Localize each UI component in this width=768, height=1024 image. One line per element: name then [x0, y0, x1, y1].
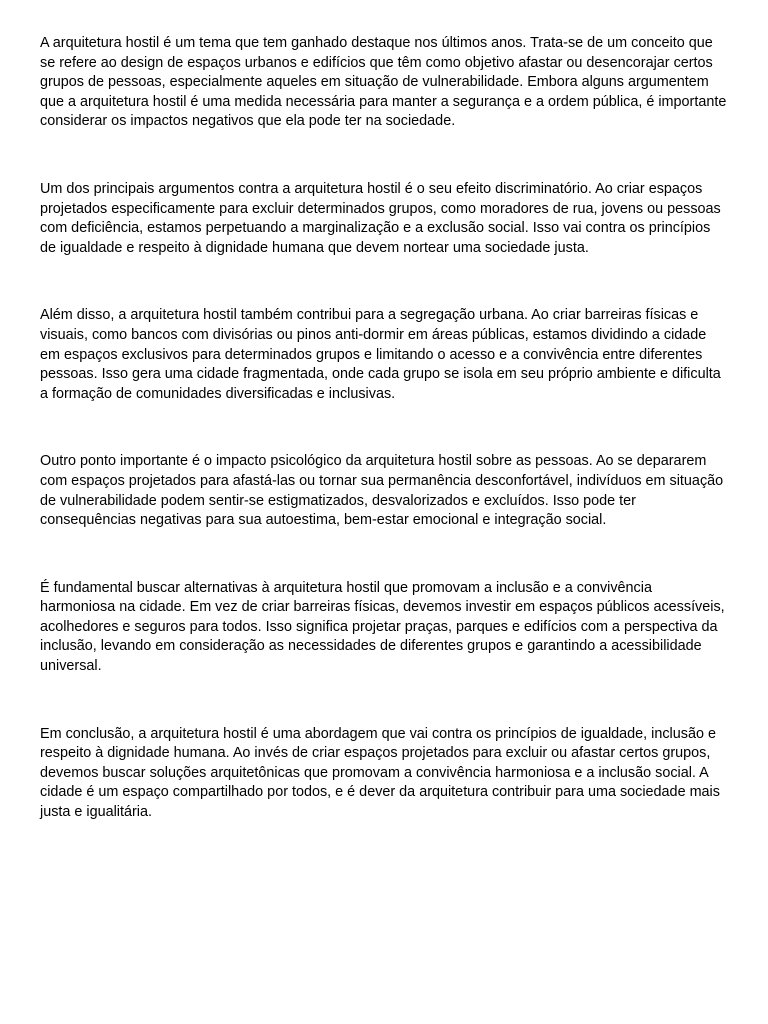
paragraph-psychological-impact: Outro ponto importante é o impacto psicológico da arquitetura hostil sobre as pessoas. Ao se depararem com espaços projetados para afastá-las ou tornar sua permanência desconfortável, indivíduos em situação de vulnerabilidade podem sentir-se estigmatizados, desvalorizados e excluídos. Isso pode ter consequências negativas para sua autoestima, bem-estar emocional e integração social.: [40, 453, 724, 529]
paragraph-discrimination: Um dos principais argumentos contra a arquitetura hostil é o seu efeito discriminatório. Ao criar espaços projetados especificamente para excluir determinados grupos, como moradores de rua, jovens ou pessoas com deficiência, estamos perpetuando a marginalização e a exclusão social. Isso vai contra os princípios de igualdade e respeito à dignidade humana que devem nortear uma sociedade justa.: [40, 180, 721, 256]
paragraph-conclusion: Em conclusão, a arquitetura hostil é uma abordagem que vai contra os princípios de igualdade, inclusão e respeito à dignidade humana. Ao invés de criar espaços projetados para excluir ou afastar certos grupos, devemos buscar soluções arquitetônicas que promovam a convivência harmoniosa e a inclusão social. A cidade é um espaço compartilhado por todos, e é dever da arquitetura contribuir para uma sociedade mais justa e igualitária.: [40, 725, 720, 821]
paragraph-segregation: Além disso, a arquitetura hostil também contribui para a segregação urbana. Ao criar barreiras físicas e visuais, como bancos com divisórias ou pinos anti-dormir em áreas públicas, estamos dividindo a cidade em espaços exclusivos para determinados grupos e limitando o acesso e a convivência entre diferentes pessoas. Isso gera uma cidade fragmentada, onde cada grupo se isola em seu próprio ambiente e dificulta a formação de comunidades diversificadas e inclusivas.: [40, 307, 721, 402]
paragraph-intro: A arquitetura hostil é um tema que tem ganhado destaque nos últimos anos. Trata-se de um conceito que se refere ao design de espaços urbanos e edifícios que têm como objetivo afastar ou desencorajar certos grupos de pessoas, especialmente aqueles em situação de vulnerabilidade. Embora alguns argumentem que a arquitetura hostil é uma medida necessária para manter a segurança e a ordem pública, é importante considerar os impactos negativos que ela pode ter na sociedade.: [40, 35, 727, 130]
paragraph-alternatives: É fundamental buscar alternativas à arquitetura hostil que promovam a inclusão e a convivência harmoniosa na cidade. Em vez de criar barreiras físicas, devemos investir em espaços públicos acessíveis, acolhedores e seguros para todos. Isso significa projetar praças, parques e edifícios com a perspectiva da inclusão, levando em consideração as necessidades de diferentes grupos e garantindo a acessibilidade universal.: [40, 579, 725, 675]
document-body: [40, 34, 730, 871]
